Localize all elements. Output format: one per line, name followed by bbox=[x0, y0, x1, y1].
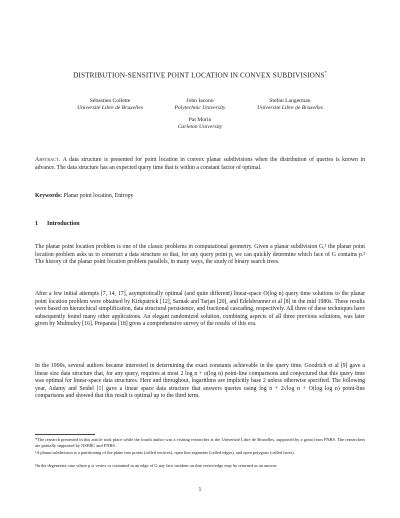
keywords bbox=[35, 193, 365, 199]
section-number: 1 bbox=[35, 221, 38, 227]
abstract-text: A data structure is presented for point location in convex planar subdivisions when the distribution of queries is known in advance. The data structure has an expected query time that is within a constant factor of optimal. bbox=[35, 157, 365, 171]
author-1 bbox=[55, 98, 165, 112]
title-text: DISTRIBUTION-SENSITIVE POINT LOCATION IN CONVEX SUBDIVISIONS bbox=[73, 71, 325, 80]
footnote-1: *The research presented in this article took place while the fourth author was a visiting researcher at the Université Libre de Bruxelles, supported by a grant from FNRS. The researchers are partially supported by NSERC and FNRS. bbox=[35, 437, 365, 448]
paper-title bbox=[0, 70, 400, 79]
paragraph-3: In the 1990s, several authors became interested in determining the exact constants achievable in the query time. Goodrich et al [9] gave a linear size data structure that, for any query, requires at most 2 log n + o(log n) point-line comparisons and conjectured that this query time was optimal for linear-space data structures. Here and throughout, logarithms are implicitly base 2 unless otherwise specified. The following year, Adamy and Seidel [1] gave a linear space data structure that answers queries using log n + 2√log n + O(log log n) point-line comparisons and showed that this result is optimal up to the third term. bbox=[35, 363, 365, 400]
paragraph-1: The planar point location problem is one of the classic problems in computational geometry. Given a planar subdivision G,¹ the planar point location problem asks us to construct a data structure so that, for any query point p, we can quickly determine which face of G contains p.² The history of the planar point location problem parallels, in many ways, the study of binary search trees. bbox=[35, 244, 365, 266]
paragraph-2: After a few initial attempts [7, 14, 17], asymptotically optimal (and quite different) linear-space O(log n) query time solutions to the planar point location problem were obtained by Kirkpatrick [12], Sarnak and Tarjan [20], and Edelsbrunner et al [8] in the mid 1980s. These results were based on hierarchical simplification, data structural persistence, and fractional cascading, respectively. All three of these techniques have subsequently found many other applications. An elegant randomized solution, combining aspects of all three previous solutions, was later given by Mulmuley [16]. Preparata [18] gives a comprehensive survey of the results of this era. bbox=[35, 291, 365, 328]
section-heading bbox=[35, 221, 80, 227]
keywords-label: Keywords: bbox=[35, 193, 63, 199]
author-4 bbox=[150, 117, 250, 131]
author-affiliation: Université Libre de Bruxelles bbox=[257, 105, 323, 112]
author-name: Sébastien Collette bbox=[89, 98, 131, 104]
keywords-text: Planar point location, Entropy bbox=[63, 193, 134, 199]
footnote-3: ²In the degenerate case where p is vertex or contained in an edge of G any face incident on that vertex/edge may be returned as an answer. bbox=[35, 463, 278, 468]
footnote-rule bbox=[35, 434, 95, 435]
author-name: John Iacono bbox=[186, 98, 214, 104]
author-name: Pat Morin bbox=[188, 117, 212, 123]
section-title: Introduction bbox=[47, 221, 80, 227]
author-3 bbox=[235, 98, 345, 112]
page-number: 1 bbox=[198, 487, 202, 493]
author-affiliation: Carleton University bbox=[177, 124, 223, 131]
author-name: Stefan Langerman bbox=[269, 98, 311, 104]
author-affiliation: Polytechnic University bbox=[174, 105, 226, 112]
title-footnote-mark: * bbox=[324, 70, 327, 75]
abstract bbox=[35, 157, 365, 172]
abstract-label: Abstract. bbox=[35, 157, 61, 163]
footnote-2: ¹A planar subdivision is a partitioning of the plane into points (called vertices), open line segments (called edges), and open polygons (called faces). bbox=[35, 450, 295, 455]
author-affiliation: Université Libre de Bruxelles bbox=[77, 105, 143, 112]
